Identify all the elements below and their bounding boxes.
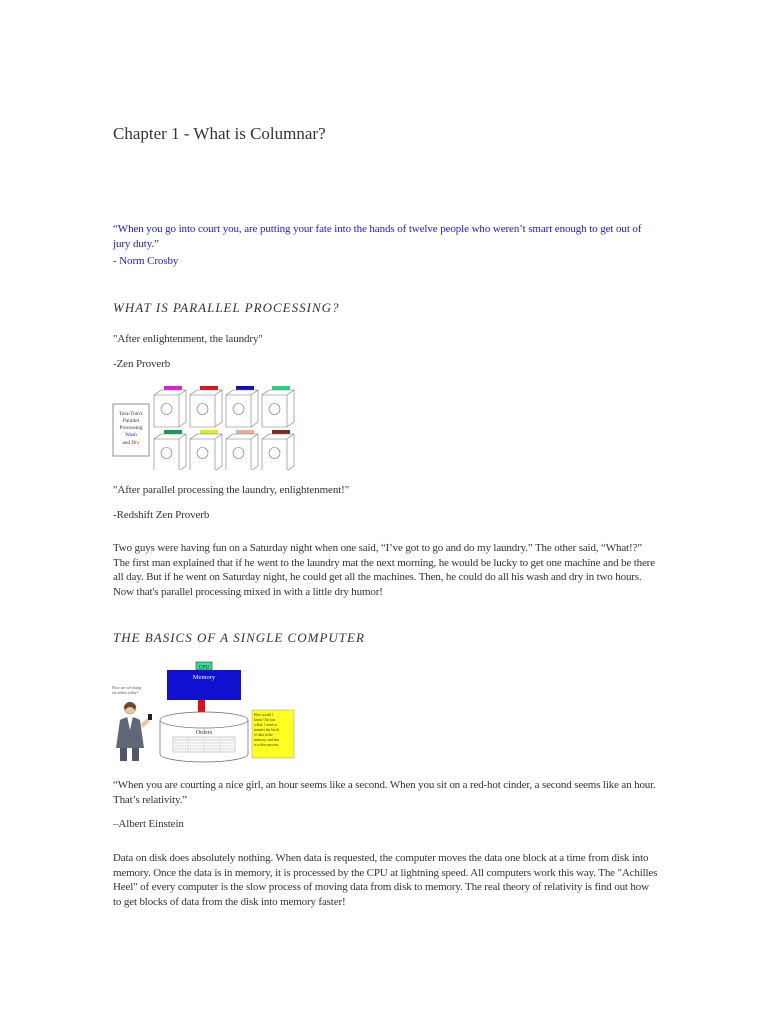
laundry-figure xyxy=(112,384,300,470)
laundry-paragraph: Two guys were having fun on a Saturday night when one said, “I’ve got to go and do my laundry.” The other said, “What!?” The first man explained that if he went to the laundry mat the next morning, he would be lucky to get one machine and be there all day. But if he went on Saturday night, he could get all the machines. Then, he could do all his wash and dry in two hours. Now that's parallel processing mixed in with a little dry humor! xyxy=(113,542,655,598)
washing-machine xyxy=(262,386,294,427)
person-illustration xyxy=(116,702,152,761)
washing-machine xyxy=(190,386,222,427)
caption-line-2: Parallel xyxy=(122,418,140,424)
washing-machine xyxy=(190,430,222,470)
zen-quote: "After enlightenment, the laundry" xyxy=(113,333,263,345)
question-line-1: How are we doing xyxy=(112,685,142,690)
einstein-quote: “When you are courting a nice girl, an hour seems like a second. When you sit on a red-hot cinder, a second seems like an hour. That’s relativity.” xyxy=(113,779,656,806)
parallel-quote: "After parallel processing the laundry, enlightenment!" xyxy=(113,484,350,496)
caption-line-5: and xyxy=(122,440,131,446)
data-on-disk-paragraph: Data on disk does absolutely nothing. When data is requested, the computer moves the data one block at a time from disk into memory. Once the data is in memory, it is processed by the CPU at lightning speed. All computers work this way. The "Achilles Heel" of every computer is the slow process of moving data from disk to memory. The real theory of relativity is find out how to get blocks of data from the disk into memory faster! xyxy=(113,852,658,908)
opening-quote-author: - Norm Crosby xyxy=(113,255,179,267)
section-heading-parallel: WHAT IS PARALLEL PROCESSING? xyxy=(113,300,340,315)
chapter-title: Chapter 1 - What is Columnar? xyxy=(113,124,326,143)
svg-text:and Dry xyxy=(122,440,140,446)
washing-machine xyxy=(262,430,294,470)
note-line-5: of data to the xyxy=(254,733,273,737)
einstein-quote-source: –Albert Einstein xyxy=(113,818,184,830)
washing-machine xyxy=(226,430,258,470)
orders-table xyxy=(173,737,235,752)
washing-machine xyxy=(154,386,186,427)
cpu-label: CPU xyxy=(198,664,210,671)
note-line-3: a disk. I need to xyxy=(254,723,277,727)
zen-quote-source: -Zen Proverb xyxy=(113,358,171,370)
note-line-4: transfer the block xyxy=(254,728,280,732)
caption-line-4: Wash xyxy=(125,432,137,438)
memory-label: Memory xyxy=(192,674,216,681)
note-line-7: is a slow process. xyxy=(254,743,280,747)
note-line-2: know? I'm just xyxy=(254,718,276,722)
note-line-1: How would I xyxy=(254,713,273,717)
parallel-quote-source: -Redshift Zen Proverb xyxy=(113,509,210,521)
single-computer-figure xyxy=(110,658,300,764)
disk-label: Orders xyxy=(195,730,213,736)
section-heading-single-computer: THE BASICS OF A SINGLE COMPUTER xyxy=(113,630,365,645)
question-line-2: on orders today? xyxy=(112,690,139,695)
note-line-6: memory, and that xyxy=(254,738,280,742)
caption-line-3: Processing xyxy=(119,425,143,431)
opening-quote: “When you go into court you, are putting your fate into the hands of twelve people who weren’t smart enough to get out of jury duty.” xyxy=(113,223,642,250)
caption-line-1: Tera-Tom's xyxy=(119,411,143,417)
caption-line-6: Dry xyxy=(131,440,140,446)
washing-machine xyxy=(154,430,186,470)
washing-machine xyxy=(226,386,258,427)
